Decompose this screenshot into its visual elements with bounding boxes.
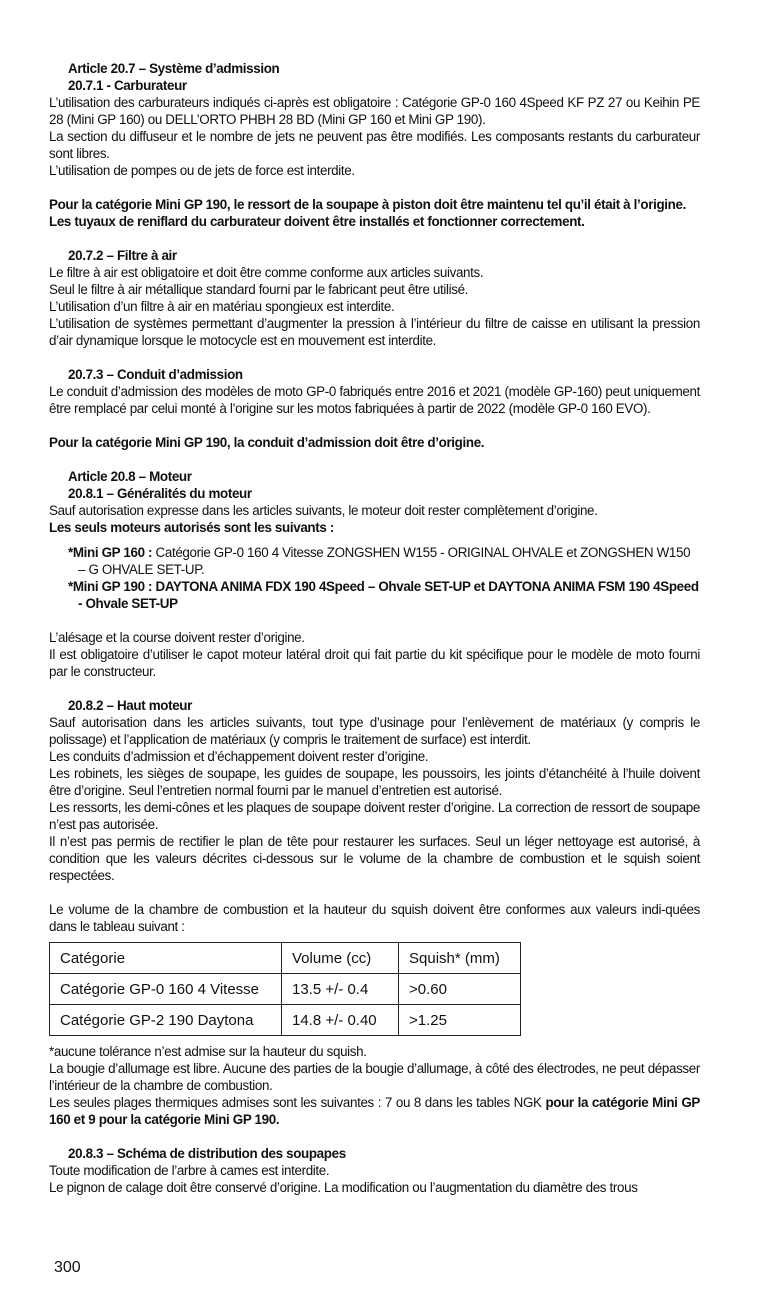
table-header-cell: Catégorie [50,943,282,974]
article-20-7-title: Article 20.7 – Système d’admission [68,61,280,76]
paragraph: *aucune tolérance n’est admise sur la hauteur du squish. [49,1044,367,1059]
table-cell: Catégorie GP-2 190 Daytona [50,1005,282,1036]
list-item [68,544,700,578]
paragraph-text: Les seules plages thermiques admises sont les suivantes : 7 ou 8 dans les tables NGK [49,1095,546,1110]
paragraph: L’utilisation d’un filtre à air en matériau spongieux est interdite. [49,299,395,314]
section-20-7-2-title: 20.7.2 – Filtre à air [68,248,177,263]
section-20-8-3-title: 20.8.3 – Schéma de distribution des soupapes [68,1146,346,1161]
article-20-8-title: Article 20.8 – Moteur [68,469,192,484]
paragraph: Les conduits d’admission et d’échappement doivent rester d’origine. [49,749,429,764]
paragraph: La bougie d’allumage est libre. Aucune des parties de la bougie d’allumage, à côté des électrodes, ne peut dépasser l’intérieur de la chambre de combustion. [49,1061,700,1093]
paragraph: Il n’est pas permis de rectifier le plan de tête pour restaurer les surfaces. Seul un léger nettoyage est autorisé, à condition que les valeurs décrites ci-dessous sur le volume de la chambre de combustion et le squish soient respectées. [49,834,700,883]
paragraph: Le volume de la chambre de combustion et la hauteur du squish doivent être conformes aux valeurs indi-quées dans le tableau suivant : [49,902,700,934]
table-cell: >1.25 [399,1005,521,1036]
paragraph: Le pignon de calage doit être conservé d’origine. La modification ou l’augmentation du diamètre des trous [49,1180,638,1195]
paragraph: Toute modification de l’arbre à cames est interdite. [49,1163,330,1178]
paragraph: L’utilisation des carburateurs indiqués ci-après est obligatoire : Catégorie GP-0 160 4Speed KF PZ 27 ou Keihin PE 28 (Mini GP 160) ou DELL’ORTO PHBH 28 BD (Mini GP 160 et Mini GP 190). [49,95,700,127]
engine-list [49,544,700,612]
section-20-7-1-title: 20.7.1 - Carburateur [68,78,187,93]
table-row [50,1005,521,1036]
section-20-8-2-title: 20.8.2 – Haut moteur [68,698,192,713]
bold-rule: Les tuyaux de reniflard du carburateur doivent être installés et fonctionner correctement. [49,214,585,229]
paragraph: Les robinets, les sièges de soupape, les guides de soupape, les poussoirs, les joints d’étanchéité à l’huile doivent être d’origine. Seul l’entretien normal fourni par le manuel d’entretien est autorisé. [49,766,700,798]
paragraph: La section du diffuseur et le nombre de jets ne peuvent pas être modifiés. Les composants restants du carburateur sont libres. [49,129,700,161]
table-cell: Catégorie GP-0 160 4 Vitesse [50,974,282,1005]
bold-rule: Pour la catégorie Mini GP 190, le ressort de la soupape à piston doit être maintenu tel qu’il était à l’origine. [49,197,686,212]
paragraph: Le filtre à air est obligatoire et doit être comme conforme aux articles suivants. [49,265,484,280]
bold-rule: Les seuls moteurs autorisés sont les suivants : [49,520,334,535]
page-number: 300 [54,1259,81,1276]
table-cell: 14.8 +/- 0.40 [282,1005,399,1036]
combustion-table [49,942,521,1036]
table-cell: 13.5 +/- 0.4 [282,974,399,1005]
paragraph-bold-text: pour la catégorie Mini GP 160 et 9 pour la catégorie Mini GP 190. [49,1095,700,1127]
paragraph: L’utilisation de systèmes permettant d’augmenter la pression à l’intérieur du filtre de caisse en utilisant la pression d’air dynamique lorsque le motocycle est en mouvement est interdite. [49,316,700,348]
list-item: *Mini GP 190 : DAYTONA ANIMA FDX 190 4Speed – Ohvale SET-UP et DAYTONA ANIMA FSM 190 4Speed - Ohvale SET-UP [68,579,699,611]
bold-rule: Pour la catégorie Mini GP 190, la conduit d’admission doit être d’origine. [49,435,485,450]
paragraph: Le conduit d’admission des modèles de moto GP-0 fabriqués entre 2016 et 2021 (modèle GP-160) peut uniquement être remplacé par celui monté à l’origine sur les motos fabriquées à partir de 2022 (modèle GP-0 160 EVO). [49,384,700,416]
list-item-label: *Mini GP 160 : [68,545,153,560]
paragraph [49,1094,700,1128]
section-20-8-1-title: 20.8.1 – Généralités du moteur [68,486,252,501]
section-20-7-3-title: 20.7.3 – Conduit d’admission [68,367,243,382]
paragraph: Sauf autorisation expresse dans les articles suivants, le moteur doit rester complètement d’origine. [49,503,598,518]
document-page [49,60,700,1196]
table-row [50,974,521,1005]
table-header-cell: Squish* (mm) [399,943,521,974]
list-item-text: Catégorie GP-0 160 4 Vitesse ZONGSHEN W155 - ORIGINAL OHVALE et ZONGSHEN W150 – G OHVALE SET-UP. [78,545,691,577]
table-header-row [50,943,521,974]
paragraph: Il est obligatoire d’utiliser le capot moteur latéral droit qui fait partie du kit spécifique pour le modèle de moto fourni par le constructeur. [49,647,700,679]
table-cell: >0.60 [399,974,521,1005]
table-header-cell: Volume (cc) [282,943,399,974]
paragraph: Les ressorts, les demi-cônes et les plaques de soupape doivent rester d’origine. La correction de ressort de soupape n’est pas autorisée. [49,800,700,832]
paragraph: L’alésage et la course doivent rester d’origine. [49,630,305,645]
paragraph: Seul le filtre à air métallique standard fourni par le fabricant peut être utilisé. [49,282,469,297]
paragraph: L’utilisation de pompes ou de jets de force est interdite. [49,163,355,178]
paragraph: Sauf autorisation dans les articles suivants, tout type d’usinage pour l’enlèvement de matériaux (y compris le polissage) et l’application de matériaux (y compris le traitement de surface) est interdit. [49,715,700,747]
